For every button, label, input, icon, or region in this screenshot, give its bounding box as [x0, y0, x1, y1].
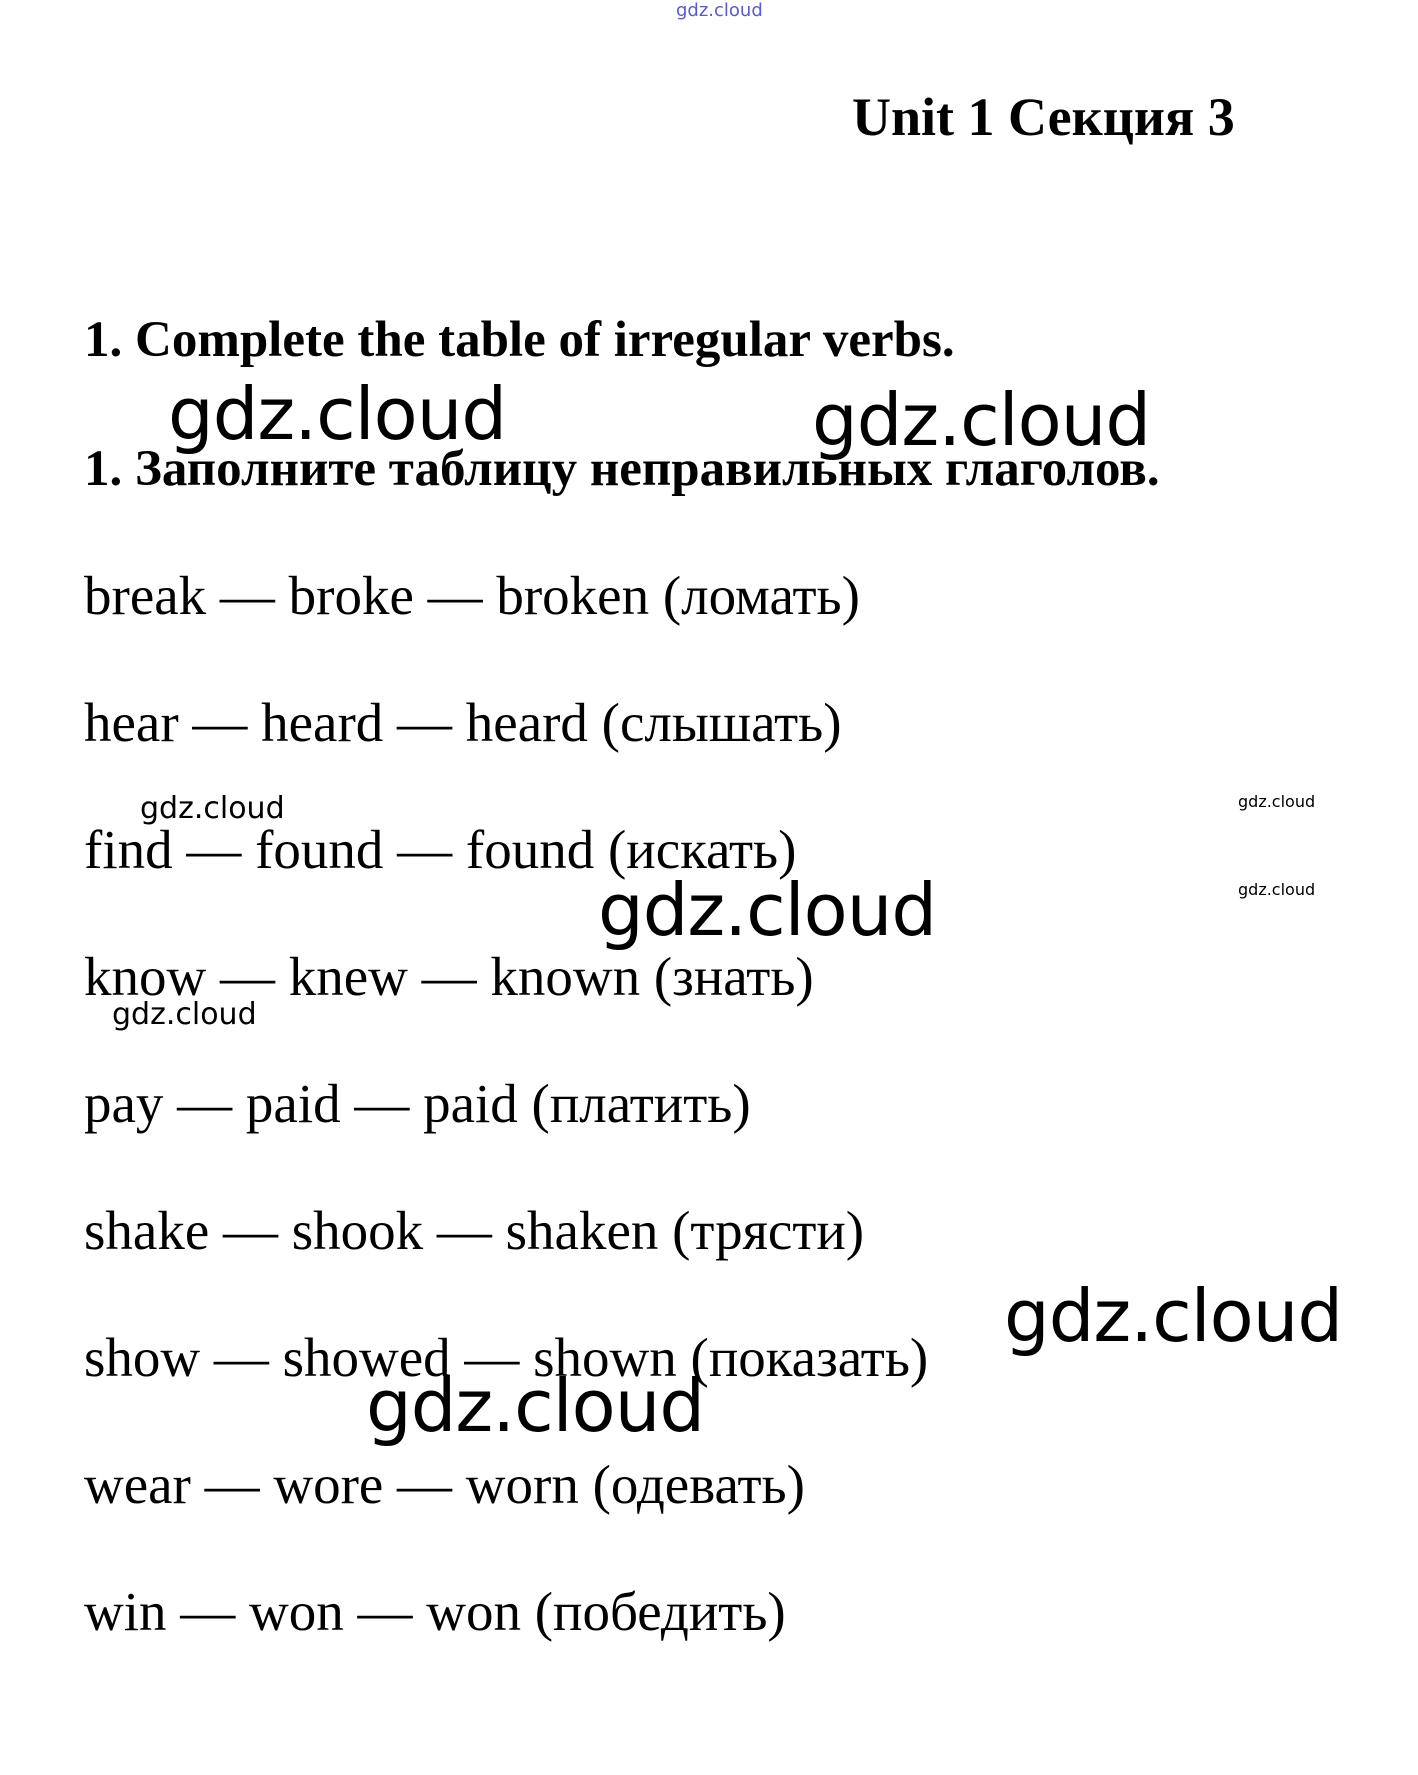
watermark-medium: gdz.cloud [140, 791, 285, 826]
verb-row-shake: shake — shook — shaken (трясти) [84, 1200, 865, 1261]
verb-row-pay: pay — paid — paid (платить) [84, 1073, 751, 1134]
verb-row-win: win — won — won (победить) [84, 1581, 786, 1642]
watermark-large: gdz.cloud [168, 372, 507, 456]
task-heading-russian: 1. Заполните таблицу неправильных глаголов. [84, 441, 1160, 497]
verb-row-show: show — showed — shown (показать) [84, 1327, 929, 1388]
verb-row-know: know — knew — known (знать) [84, 946, 814, 1007]
watermark-small: gdz.cloud [1238, 792, 1316, 811]
watermark-medium: gdz.cloud [112, 997, 257, 1032]
page-title: Unit 1 Секция 3 [852, 87, 1235, 147]
task-heading-english: 1. Complete the table of irregular verbs. [84, 312, 955, 368]
watermark-large: gdz.cloud [812, 378, 1151, 462]
watermark-large: gdz.cloud [366, 1364, 705, 1448]
irregular-verbs-list [84, 565, 928, 1708]
verb-row-find: find — found — found (искать) [84, 819, 797, 880]
verb-row-wear: wear — wore — worn (одевать) [84, 1454, 805, 1515]
watermark-large: gdz.cloud [1004, 1274, 1343, 1358]
watermark-top: gdz.cloud [676, 0, 763, 21]
verb-row-hear: hear — heard — heard (слышать) [84, 692, 842, 753]
watermark-small: gdz.cloud [1238, 880, 1316, 899]
watermark-large: gdz.cloud [598, 868, 937, 952]
verb-row-break: break — broke — broken (ломать) [84, 565, 860, 626]
